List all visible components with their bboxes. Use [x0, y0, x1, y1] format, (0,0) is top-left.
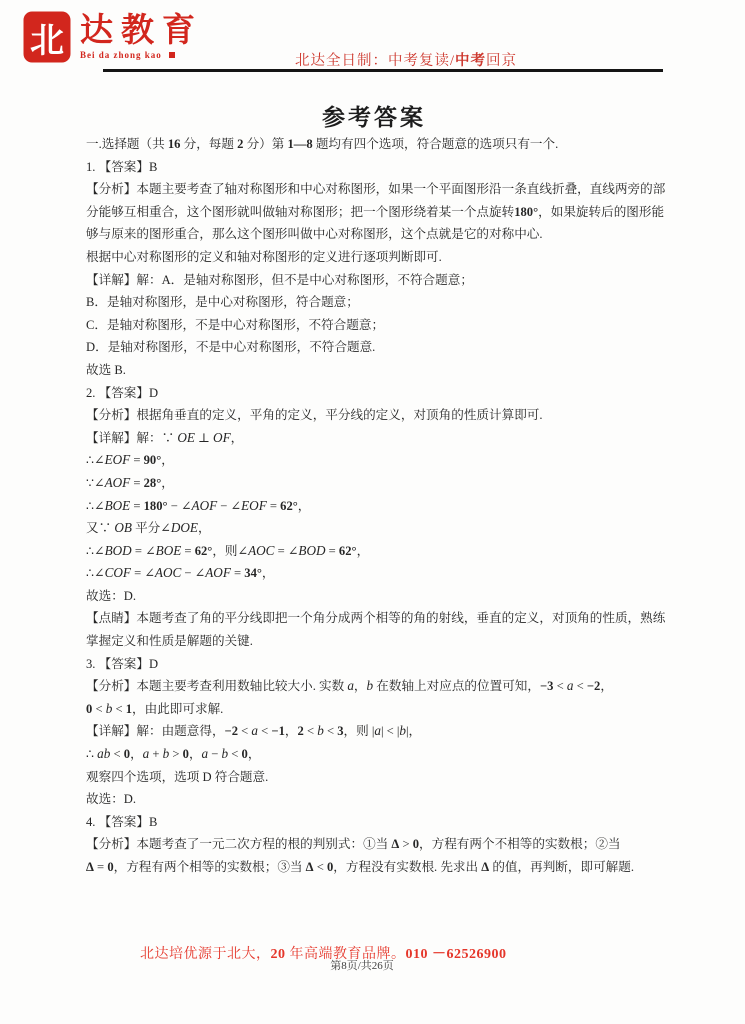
- text-line: 【详解】解：由题意得，−2 < a < −1，2 < b < 3，则 |a| < |b|，: [86, 723, 422, 739]
- text-line: ∴∠COF = ∠AOC − ∠AOF = 34°，: [86, 565, 275, 581]
- text-line: ∵∠AOF = 28°，: [86, 474, 174, 490]
- text-line: 2. 【答案】D: [86, 385, 159, 400]
- text-line: ∴∠BOE = 180° − ∠AOF − ∠EOF = 62°，: [86, 497, 311, 513]
- text-line: 根据中心对称图形的定义和轴对称图形的定义进行逐项判断即可.: [86, 249, 442, 264]
- text-line: 1. 【答案】B: [86, 159, 158, 174]
- text-line: B．是轴对称图形，是中心对称图形，符合题意；: [86, 295, 359, 310]
- text-line: 又∵ OB 平分∠DOE，: [86, 520, 211, 536]
- text-line: 故选：D.: [86, 792, 137, 807]
- brand-subtitle: [80, 50, 203, 60]
- text-line: ∴∠BOD = ∠BOE = 62°，则∠AOC = ∠BOD = 62°，: [86, 542, 370, 558]
- text-line: 【分析】本题主要考查利用数轴比较大小. 实数 a，b 在数轴上对应点的位置可知，−3 < a < −2，: [86, 678, 613, 694]
- text-line: 【详解】解：A．是轴对称图形，但不是中心对称图形，不符合题意；: [86, 272, 473, 287]
- text-line: 掌握定义和性质是解题的关键.: [86, 634, 253, 649]
- brand-name: 达教育: [80, 13, 203, 49]
- text-line: 【详解】解：∵ OE ⊥ OF，: [86, 429, 244, 445]
- text-line: Δ = 0，方程有两个相等的实数根；③当 Δ < 0，方程没有实数根. 先求出 Δ 的值，再判断，即可解题.: [86, 860, 634, 874]
- text-line: ∴∠EOF = 90°，: [86, 452, 174, 468]
- text-line: 分能够互相重合，这个图形就叫做轴对称图形；把一个图形绕着某一个点旋转180°，如果旋转后的图形能: [86, 204, 665, 219]
- text-line: 0 < b < 1，由此即可求解.: [86, 700, 224, 716]
- text-line: 北达培优源于北大，20 年高端教育品牌。010 －62526900: [140, 947, 507, 962]
- text-line: 故选：D.: [86, 588, 137, 603]
- text-line: 3. 【答案】D: [86, 656, 159, 671]
- document-body: [86, 133, 664, 879]
- text-line: 【分析】本题考查了一元二次方程的根的判别式：①当 Δ > 0，方程有两个不相等的实数根；②当: [86, 837, 621, 852]
- brand-logo: [25, 13, 203, 61]
- seal-character: 北: [30, 22, 64, 60]
- text-line: 够与原来的图形重合，那么这个图形叫做中心对称图形，这个点就是它的对称中心.: [86, 227, 543, 242]
- text-line: 【点睛】本题考查了角的平分线即把一个角分成两个相等的角的射线，垂直的定义，对顶角的性质，熟练: [86, 611, 666, 626]
- text-line: D．是轴对称图形，不是中心对称图形，不符合题意.: [86, 340, 376, 355]
- brand-bullet-icon: [169, 52, 175, 58]
- header-divider: [103, 69, 663, 72]
- text-line: 【分析】根据角垂直的定义，平角的定义，平分线的定义，对顶角的性质计算即可.: [86, 408, 543, 423]
- text-line: C．是轴对称图形，不是中心对称图形，不符合题意；: [86, 317, 385, 332]
- page-indicator: 第8页/共26页: [330, 960, 394, 972]
- brand-subtitle-text: Bei da zhong kao: [80, 50, 162, 60]
- text-line: ∴ ab < 0，a + b > 0，a − b < 0，: [86, 746, 261, 762]
- text-line: 【分析】本题主要考查了轴对称图形和中心对称图形，如果一个平面图形沿一条直线折叠，直线两旁的部: [86, 182, 666, 197]
- page-title: 参考答案: [322, 104, 426, 130]
- brand-seal-icon: [25, 13, 69, 61]
- text-line: 观察四个选项，选项 D 符合题意.: [86, 769, 269, 784]
- brand-text-block: [80, 13, 203, 60]
- text-line: 一.选择题（共 16 分，每题 2 分）第 1—8 题均有四个选项，符合题意的选项只有一个.: [86, 137, 559, 151]
- text-line: 北达全日制：中考复读/中考回京: [295, 53, 518, 69]
- text-line: 4. 【答案】B: [86, 814, 158, 829]
- text-line: 故选 B.: [86, 362, 126, 377]
